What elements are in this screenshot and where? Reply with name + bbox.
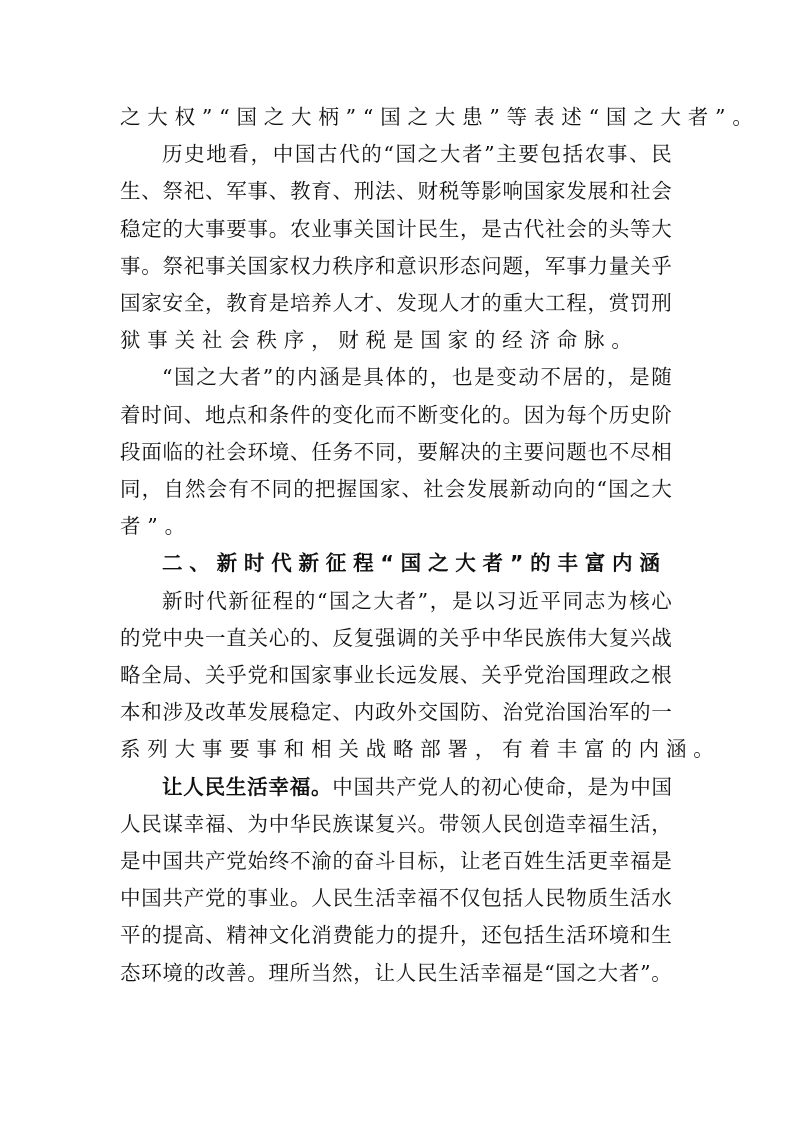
text-line: 之 大 权 ” “ 国 之 大 柄 ” “ 国 之 大 患 ” 等 表 述 “ 国 之 大 者 ” 。 bbox=[120, 105, 753, 129]
text-line: 态 环 境 的 改 善 。 理 所 当 然 ， 让 人 民 生 活 幸 福 是 “ 国 之 大 者 ” 。 bbox=[120, 960, 672, 985]
text-line: 事 。 祭 祀 事 关 国 家 权 力 秩 序 和 意 识 形 态 问 题 ， 军 事 力 量 关 乎 bbox=[120, 253, 672, 278]
text-line: 稳 定 的 大 事 要 事 。 农 业 事 关 国 计 民 生 ， 是 古 代 社 会 的 头 等 大 bbox=[120, 216, 672, 241]
text-line: 生 、 祭 祀 、 军 事 、 教 育 、 刑 法 、 财 税 等 影 响 国 家 发 展 和 社 会 bbox=[120, 179, 672, 204]
text-line: 是 中 国 共 产 党 始 终 不 渝 的 奋 斗 目 标 ， 让 老 百 姓 生 活 更 幸 福 是 bbox=[120, 849, 672, 873]
text-line: 本 和 涉 及 改 革 发 展 稳 定 、 内 政 外 交 国 防 、 治 党 治 国 治 军 的 一 bbox=[120, 700, 672, 725]
section-heading: 二 、 新 时 代 新 征 程 “ 国 之 大 者 ” 的 丰 富 内 涵 bbox=[162, 551, 660, 576]
text-line: 让 人 民 生 活 幸 福 。 中 国 共 产 党 人 的 初 心 使 命 ， 是 为 中 国 bbox=[162, 774, 672, 799]
text-line: 中 国 共 产 党 的 事 业 。 人 民 生 活 幸 福 不 仅 包 括 人 民 物 质 生 活 水 bbox=[120, 886, 672, 911]
text-line: 系 列 大 事 要 事 和 相 关 战 略 部 署 ， 有 着 丰 富 的 内 涵 。 bbox=[120, 737, 714, 762]
text-line: 新 时 代 新 征 程 的 “ 国 之 大 者 ” ， 是 以 习 近 平 同 志 为 核 心 bbox=[162, 588, 672, 613]
text-line: 狱 事 关 社 会 秩 序 ， 财 税 是 国 家 的 经 济 命 脉 。 bbox=[120, 328, 632, 353]
text-line: 者 ” 。 bbox=[120, 514, 186, 539]
text-line: 人 民 谋 幸 福 、 为 中 华 民 族 谋 复 兴 。 带 领 人 民 创 造 幸 福 生 活 ， bbox=[120, 811, 672, 836]
text-line: 同 ， 自 然 会 有 不 同 的 把 握 国 家 、 社 会 发 展 新 动 向 的 “ 国 之 大 bbox=[120, 477, 672, 501]
text-line: 着 时 间 、 地 点 和 条 件 的 变 化 而 不 断 变 化 的 。 因 为 每 个 历 史 阶 bbox=[120, 402, 672, 427]
text-line: 段 面 临 的 社 会 环 境 、 任 务 不 同 ， 要 解 决 的 主 要 问 题 也 不 尽 相 bbox=[120, 439, 672, 464]
text-line: 的 党 中 央 一 直 关 心 的 、 反 复 强 调 的 关 乎 中 华 民 族 伟 大 复 兴 战 bbox=[120, 625, 672, 650]
text-line: “ 国 之 大 者 ” 的 内 涵 是 具 体 的 ， 也 是 变 动 不 居 的 ， 是 随 bbox=[162, 365, 672, 390]
text-line: 平 的 提 高 、 精 神 文 化 消 费 能 力 的 提 升 ， 还 包 括 生 活 环 境 和 生 bbox=[120, 923, 672, 948]
text-line: 略 全 局 、 关 乎 党 和 国 家 事 业 长 远 发 展 、 关 乎 党 治 国 理 政 之 根 bbox=[120, 663, 672, 687]
text-line: 国 家 安 全 ， 教 育 是 培 养 人 才 、 发 现 人 才 的 重 大 工 程 ， 赏 罚 刑 bbox=[120, 291, 672, 315]
text-line: 历 史 地 看 ， 中 国 古 代 的 “ 国 之 大 者 ” 主 要 包 括 农 事 、 民 bbox=[162, 142, 672, 167]
